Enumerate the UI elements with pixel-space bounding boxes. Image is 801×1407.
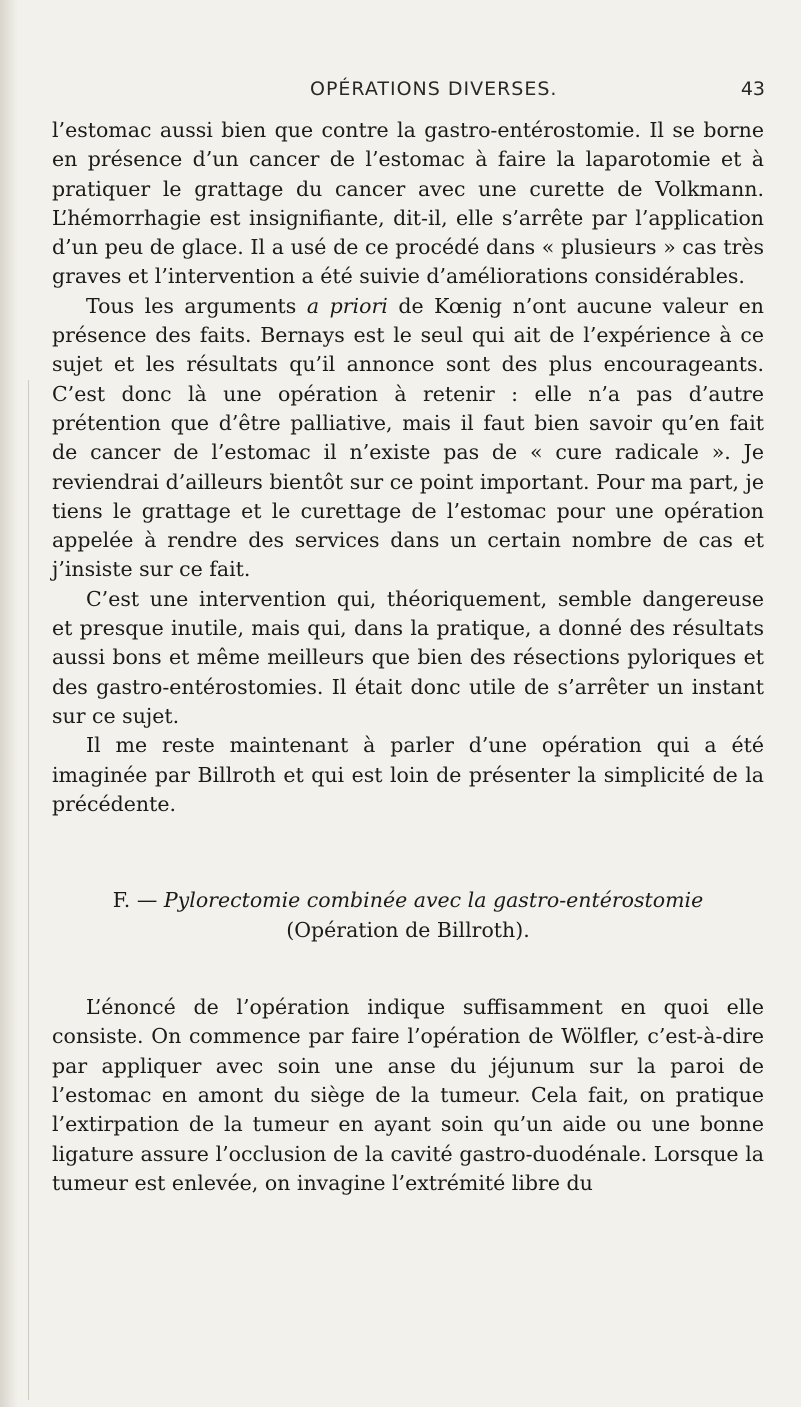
section-letter: F. — xyxy=(112,888,158,913)
section-subtitle: (Opération de Billroth). xyxy=(286,918,530,943)
a-priori-italic: a priori xyxy=(306,293,388,318)
page-body xyxy=(52,116,764,1198)
gutter-line xyxy=(28,380,29,1400)
paragraph-2-rest: de Kœnig n’ont aucune valeur en présence des faits. Bernays est le seul qui ait de l’expérience à ce sujet et les résultats qu’il annonce sont des plus encourageants. C’est donc là une opération à retenir : elle n’a pas d’autre prétention que d’être palliative, mais il faut bien savoir qu’en fait de cancer de l’estomac il n’existe pas de « cure radicale ». Je reviendrai d’ailleurs bientôt sur ce point important. Pour ma part, je tiens le grattage et le curettage de l’estomac pour une opération appelée à rendre des services dans un certain nombre de cas et j’insiste sur ce fait. xyxy=(52,293,764,582)
section-title: Pylorectomie combinée avec la gastro-entérostomie xyxy=(163,888,704,913)
paragraph-2 xyxy=(52,292,764,585)
running-head: OPÉRATIONS DIVERSES. xyxy=(310,78,558,100)
paragraph-1: l’estomac aussi bien que contre la gastro-entérostomie. Il se borne en présence d’un cancer de l’estomac à faire la laparotomie et à pratiquer le grattage du cancer avec une curette de Volkmann. L’hémorrhagie est insignifiante, dit-il, elle s’arrête par l’application d’un peu de glace. Il a usé de ce procédé dans « plusieurs » cas très graves et l’intervention a été suivie d’améliorations considérables. xyxy=(52,118,764,289)
page-number: 43 xyxy=(740,78,765,100)
paragraph-3: C’est une intervention qui, théoriquement, semble dangereuse et presque inutile, mais qui, dans la pratique, a donné des résultats aussi bons et même meilleurs que bien des résections pyloriques et des gastro-entérostomies. Il était donc utile de s’arrêter un instant sur ce sujet. xyxy=(52,586,764,728)
paragraph-4: Il me reste maintenant à parler d’une opération qui a été imaginée par Billroth et qui est loin de présenter la simplicité de la précédente. xyxy=(52,733,764,816)
section-heading xyxy=(52,885,764,915)
paragraph-2-start: Tous les arguments xyxy=(86,293,297,318)
paragraph-5: L’énoncé de l’opération indique suffisamment en quoi elle consiste. On commence par faire l’opération de Wölfler, c’est-à-dire par appliquer avec soin une anse du jéjunum sur la paroi de l’estomac en amont du siège de la tumeur. Cela fait, on pratique l’extirpation de la tumeur en ayant soin qu’un aide ou une bonne ligature assure l’occlusion de la cavité gastro-duodénale. Lorsque la tumeur est enlevée, on invagine l’extrémité libre du xyxy=(52,995,764,1195)
page-header xyxy=(0,78,801,108)
page-gutter-shadow xyxy=(0,0,18,1407)
